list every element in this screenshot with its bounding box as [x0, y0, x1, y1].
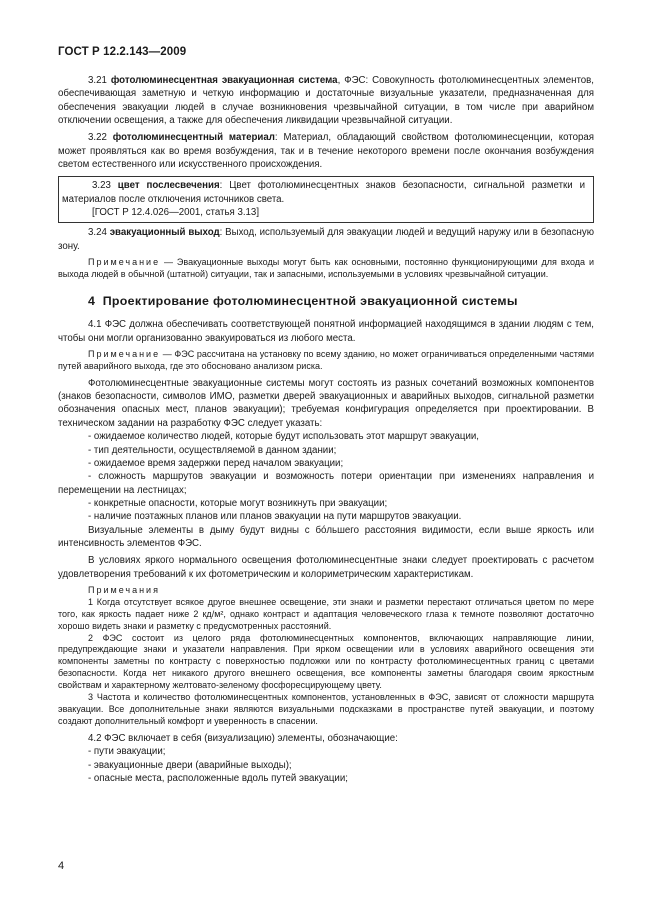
list-item: - сложность маршрутов эвакуации и возможность потери ориентации при изменениях направления и перемещении на лестницах; [58, 471, 594, 496]
list-item: - наличие поэтажных планов или планов эвакуации на пути маршрутов эвакуации. [88, 511, 462, 523]
section-heading [58, 295, 594, 308]
note-text: — ФЭС рассчитана на установку по всему зданию, но может ограничиваться определенными частями путей аварийного выхода, где это обосновано анализом риска. [58, 348, 594, 371]
note-text: — Эвакуационные выходы могут быть как основными, постоянно функционирующими для входа и выхода людей в обычной (штатной) ситуации, так и запасными, используемыми в условиях чрезвычайной ситуации. [58, 257, 594, 280]
term: фотолюминесцентный материал [112, 132, 275, 144]
list-item: - опасные места, расположенные вдоль путей эвакуации; [88, 772, 348, 784]
note-label: Примечание [88, 348, 161, 359]
clause-number: 3.21 [88, 75, 107, 86]
definition-text: , ФЭС: Совокупность фотолюминесцентных элементов, обеспечивающая заметную и четкую информацию и достаточные визуальные указатели, предназначенная для обеспечения эвакуации людей в случае возникновения чрезвычайной ситуации, в том числе при аварийном отключении освещения, а также для обеспечения ликвидации чрезвычайной ситуации. [58, 75, 594, 127]
clause-number: 3.22 [88, 132, 107, 144]
term: эвакуационный выход [109, 227, 220, 239]
notes-label: Примечания [88, 584, 160, 595]
page-content [58, 74, 594, 785]
definition-text: : Выход, используемый для эвакуации людей и ведущий наружу или в безопасную зону. [58, 227, 594, 252]
note-risk-analysis [58, 349, 594, 373]
clause-number: 3.24 [88, 227, 107, 239]
note-3: 3 Частота и количество фотолюминесцентных компонентов, установленных в ФЭС, зависят от сложности маршрута эвакуации. Все дополнительные знаки являются визуальными подсказками в пространстве путей эвакуации, и поэтому создают дополнительный комфорт и уверенность в спасении. [58, 692, 594, 726]
definition-3-22 [58, 131, 594, 171]
term: фотолюминесцентная эвакуационная система [110, 75, 338, 86]
boxed-definition-3-23 [58, 176, 594, 223]
section-number: 4 [88, 293, 96, 308]
notes-heading [58, 585, 594, 597]
note-1: 1 Когда отсутствует всякое другое внешнее освещение, эти знаки и разметки перестают отличаться цветом по мере того, как яркость падает ниже 2 кд/м², однако контраст и адаптация человеческого глаза к темноте позволяют достаточно хорошо видеть знаки и разметку с предусмотренных расстояний. [58, 596, 594, 631]
clause-number: 3.23 [92, 180, 111, 192]
definition-3-24 [58, 226, 594, 253]
note-2: 2 ФЭС состоит из целого ряда фотолюминесцентных компонентов, включающих направляющие линии, предупреждающие знаки и указатели направления. При ярком освещении или в условиях аварийного освещения эти компоненты заметны по контрасту с поверхностью подложки или по контрасту фотолюминесцентных границ с цветами безопасности. Когда нет никакого другого внешнего освещения, все компоненты заметны благодаря своим яркостным свойствам и характерному желтовато-зеленому фосфоресцирующему цвету. [58, 632, 594, 691]
paragraph-bright-lighting: В условиях яркого нормального освещения фотолюминесцентные знаки следует проектировать с расчетом удовлетворения требований к их фотометрическим и колориметрическим характеристикам. [58, 555, 594, 580]
clause-4-1: 4.1 ФЭС должна обеспечивать соответствующей понятной информацией находящимся в здании людям с тем, чтобы они могли организованно эвакуироваться из любого места. [58, 319, 594, 344]
list-item: - пути эвакуации; [88, 746, 166, 758]
page-number: 4 [58, 860, 65, 872]
paragraph-visual-elements: Визуальные элементы в дыму будут видны с бо́льшего расстояния видимости, если выше яркость или интенсивность элементов ФЭС. [58, 524, 594, 549]
definition-text: : Материал, обладающий свойством фотолюминесценции, которая может проявляться как во время возбуждения, так и в течение некоторого времени после окончания возбуждения светом естественного или искусственного происхождения. [58, 132, 594, 171]
note-label: Примечание [88, 257, 161, 268]
list-item: - ожидаемое время задержки перед началом эвакуации; [88, 457, 344, 469]
document-header: ГОСТ Р 12.2.143—2009 [58, 46, 187, 58]
note-evacuation-exits [58, 257, 594, 281]
list-item: - конкретные опасности, которые могут возникнуть при эвакуации; [88, 497, 388, 509]
section-title: Проектирование фотолюминесцентной эвакуационной системы [102, 293, 518, 308]
definition-3-21 [58, 74, 594, 127]
definition-text: : Цвет фотолюминесцентных знаков безопасности, сигнальной разметки и материалов после отключения источников света. [62, 180, 585, 205]
definition-3-23 [62, 179, 585, 206]
standard-reference: [ГОСТ Р 12.4.026—2001, статья 3.13] [92, 207, 260, 219]
list-item: - тип деятельности, осуществляемой в данном здании; [88, 444, 337, 456]
paragraph-system-components: Фотолюминесцентные эвакуационные системы могут состоять из разных сочетаний возможных компонентов (знаков безопасности, символов ИМО, разметки дверей эвакуационных и аварийных выходов, сигнальной разметки обозначения опасных мест, планов эвакуации); требуемая конфигурация определяется при проектировании. В техническом задании на разработку ФЭС следует указать: [58, 377, 594, 429]
term: цвет послесвечения [117, 180, 220, 192]
clause-4-2: 4.2 ФЭС включает в себя (визуализацию) элементы, обозначающие: [88, 732, 398, 744]
list-item: - ожидаемое количество людей, которые будут использовать этот маршрут эвакуации, [88, 431, 479, 443]
list-item: - эвакуационные двери (аварийные выходы); [88, 759, 292, 771]
